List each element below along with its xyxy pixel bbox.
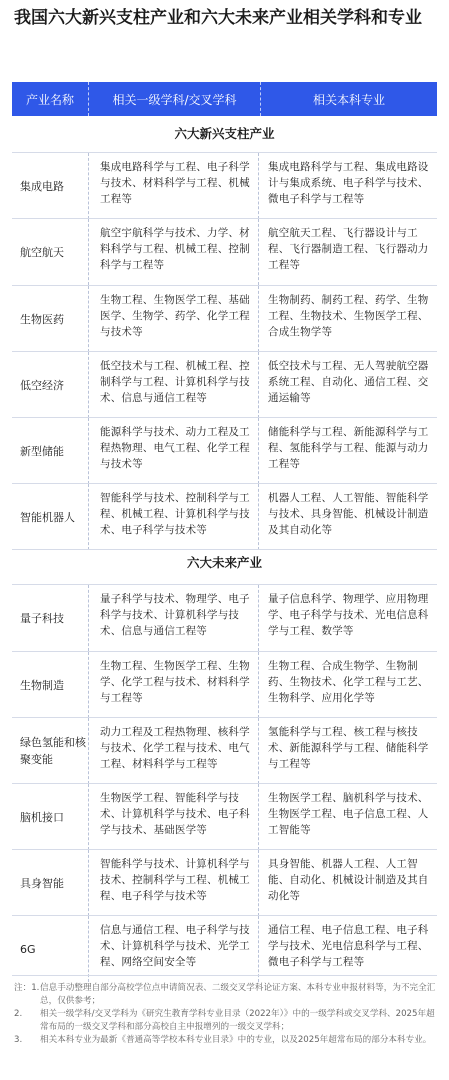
footnote-1 <box>10 982 438 1008</box>
page-title: 我国六大新兴支柱产业和六大未来产业相关学科和专业 <box>14 8 422 28</box>
related-majors: 储能科学与工程、新能源科学与工程、氢能科学与工程、能源与动力工程等 <box>268 426 429 470</box>
industry-name: 绿色氢能和核聚变能 <box>20 736 86 766</box>
related-majors: 量子信息科学、物理学、应用物理学、电子科学与技术、光电信息科学与工程、数学等 <box>268 593 429 637</box>
industry-name: 生物制造 <box>20 678 64 692</box>
industry-name: 低空经济 <box>20 378 64 392</box>
related-subjects: 低空技术与工程、机械工程、控制科学与工程、计算机科学与技术、信息与通信工程等 <box>88 352 259 418</box>
table-row <box>12 483 437 550</box>
header-majors: 相关本科专业 <box>312 92 385 107</box>
industry-name: 具身智能 <box>20 876 64 890</box>
related-majors: 通信工程、电子信息工程、电子科学与技术、光电信息科学与工程、微电子科学与工程等 <box>268 924 429 968</box>
industry-name: 量子科技 <box>20 611 64 625</box>
industry-name: 脑机接口 <box>20 810 64 824</box>
related-majors: 生物医学工程、脑机科学与技术、生物医学工程、电子信息工程、人工智能等 <box>268 792 429 836</box>
footnote-key: 3. <box>14 1035 23 1045</box>
footnote-text: 相关本科专业为最新《普通高等学校本科专业目录》中的专业，以及2025年超常布局的部分本科专业。 <box>40 1035 432 1045</box>
footnote-key: 2. <box>14 1009 23 1019</box>
table-row <box>12 152 437 219</box>
section-title: 六大新兴支柱产业 <box>174 126 275 141</box>
table-row <box>12 915 437 982</box>
industry-name: 集成电路 <box>20 179 64 193</box>
related-majors: 低空技术与工程、无人驾驶航空器系统工程、自动化、通信工程、交通运输等 <box>268 360 429 404</box>
industry-name: 6G <box>20 942 36 956</box>
related-majors: 机器人工程、人工智能、智能科学与技术、具身智能、机械设计制造及其自动化等 <box>268 492 429 536</box>
related-subjects: 能源科学与技术、动力工程及工程热物理、电气工程、化学工程与技术等 <box>88 418 259 484</box>
table-row <box>12 417 437 484</box>
footnote-3 <box>10 1034 438 1047</box>
related-subjects: 生物工程、生物医学工程、生物学、化学工程与技术、材料科学与工程等 <box>88 652 259 718</box>
divider <box>12 975 437 976</box>
table-row <box>12 651 437 718</box>
header-industry: 产业名称 <box>25 92 74 107</box>
table-row <box>12 351 437 418</box>
related-majors: 集成电路科学与工程、集成电路设计与集成系统、电子科学与技术、微电子科学与工程等 <box>268 161 429 205</box>
footnote-text: 信息手动整理自部分高校学位点申请简况表、二级交叉学科论证方案、本科专业申报材料等，为不完全汇总，仅供参考； <box>40 983 436 1006</box>
related-subjects: 信息与通信工程、电子科学与技术、计算机科学与技术、光学工程、网络空间安全等 <box>88 916 259 982</box>
table-row <box>12 218 437 285</box>
related-majors: 航空航天工程、飞行器设计与工程、飞行器制造工程、飞行器动力工程等 <box>268 227 429 271</box>
industry-name: 智能机器人 <box>20 510 75 524</box>
footnote-key: 注：1. <box>14 983 40 993</box>
related-majors: 具身智能、机器人工程、人工智能、自动化、机械设计制造及其自动化等 <box>268 858 429 902</box>
industry-name: 航空航天 <box>20 245 64 259</box>
related-majors: 生物工程、合成生物学、生物制药、生物技术、化学工程与工艺、生物科学、应用化学等 <box>268 660 429 704</box>
related-majors: 生物制药、制药工程、药学、生物工程、生物技术、生物医学工程、合成生物学等 <box>268 294 429 338</box>
table-row <box>12 717 437 784</box>
related-subjects: 动力工程及工程热物理、核科学与技术、化学工程与技术、电气工程、材料科学与工程等 <box>88 718 259 784</box>
related-subjects: 生物医学工程、智能科学与技术、计算机科学与技术、电子科学与技术、基础医学等 <box>88 784 259 850</box>
section-title: 六大未来产业 <box>186 555 262 570</box>
table-header <box>12 82 437 116</box>
footnote-2 <box>10 1008 438 1034</box>
related-subjects: 生物工程、生物医学工程、基础医学、生物学、药学、化学工程与技术等 <box>88 286 259 352</box>
related-subjects: 航空宇航科学与技术、力学、材料科学与工程、机械工程、控制科学与工程等 <box>88 219 259 285</box>
divider <box>12 549 437 550</box>
table-row <box>12 849 437 916</box>
related-subjects: 量子科学与技术、物理学、电子科学与技术、计算机科学与技术、信息与通信工程等 <box>88 585 259 651</box>
related-subjects: 集成电路科学与工程、电子科学与技术、材料科学与工程、机械工程等 <box>88 153 259 219</box>
industry-name: 新型储能 <box>20 444 64 458</box>
table-row <box>12 584 437 651</box>
related-subjects: 智能科学与技术、控制科学与工程、机械工程、计算机科学与技术、电子科学与技术等 <box>88 484 259 550</box>
industry-name: 生物医药 <box>20 312 64 326</box>
footnote-text: 相关一级学科/交叉学科为《研究生教育学科专业目录（2022年）》中的一级学科或交叉学科、2025年超常布局的一级交叉学科和部分高校自主申报增列的一级交叉学科； <box>40 1009 435 1032</box>
footnotes <box>10 982 438 1047</box>
header-subjects: 相关一级学科/交叉学科 <box>88 82 261 116</box>
table-row <box>12 285 437 352</box>
related-subjects: 智能科学与技术、计算机科学与技术、控制科学与工程、机械工程、电子科学与技术等 <box>88 850 259 916</box>
table-row <box>12 783 437 850</box>
related-majors: 氢能科学与工程、核工程与核技术、新能源科学与工程、储能科学与工程等 <box>268 726 429 770</box>
